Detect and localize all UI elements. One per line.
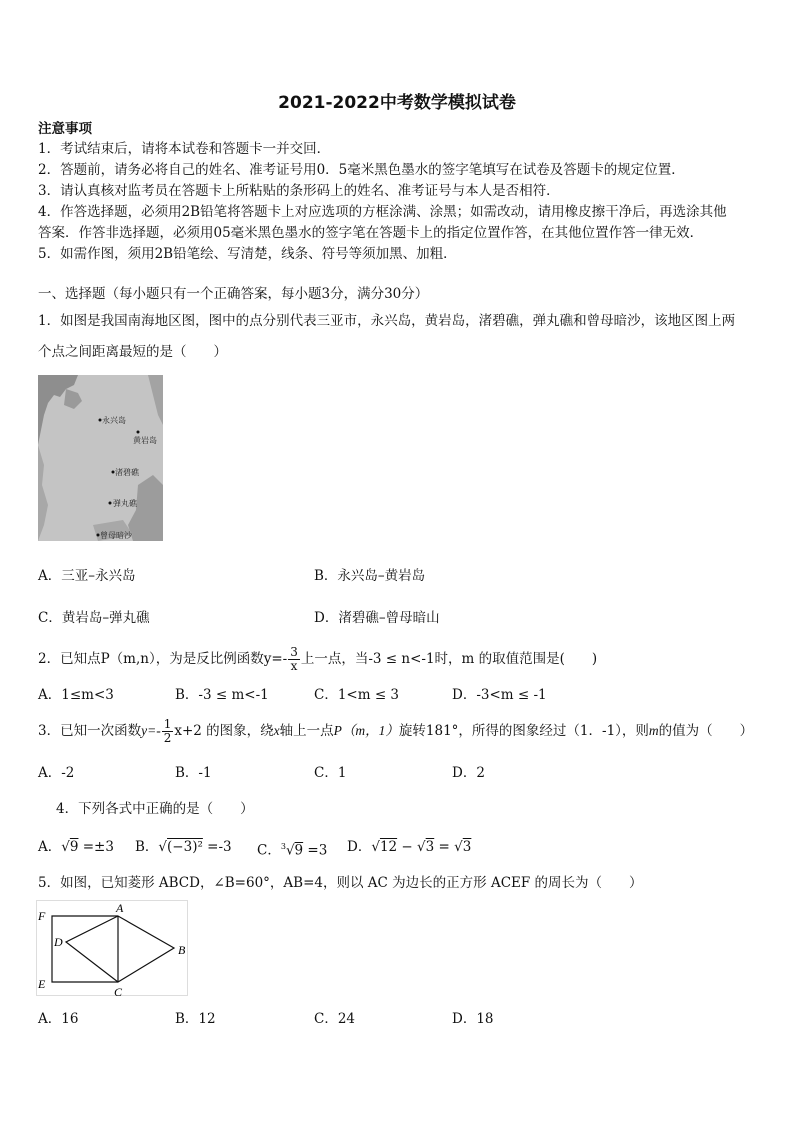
q3-post4: 的值为（ ） [658, 723, 754, 739]
q3-option-a: A．-2 [38, 765, 75, 781]
q4-d-equals: = [434, 839, 455, 855]
q3-post3: 旋转181°，所得的图象经过（1．-1），则 [398, 723, 649, 739]
q3-point: P（m，1） [333, 723, 399, 738]
q2-pre: 2．已知点 [38, 651, 101, 667]
q4-b-radicand: (−3)² [167, 839, 203, 855]
q2-option-a: A．1≤m<3 [38, 687, 114, 703]
q5-option-d: D．18 [452, 1011, 494, 1027]
sqrt-symbol: √ [158, 839, 168, 855]
q3-func: y=- [141, 723, 161, 738]
rhombus-square-figure [36, 900, 191, 998]
q1-option-b: B．永兴岛–黄岩岛 [314, 568, 426, 584]
map-label: 永兴岛 [102, 416, 126, 425]
notice-item: 5．如需作图，须用2B铅笔绘、写清楚，线条、符号等须加黑、加粗． [38, 246, 457, 262]
q2-fraction [288, 646, 300, 673]
sqrt-symbol: √ [371, 839, 380, 855]
q4-d-label: D． [347, 839, 372, 855]
q1-option-c: C．黄岩岛–弹丸礁 [38, 610, 150, 626]
q3-option-d: D．2 [452, 765, 485, 781]
q2-option-c: C．1<m ≤ 3 [314, 687, 400, 703]
question-1-text: 1．如图是我国南海地区图，图中的点分别代表三亚市，永兴岛，黄岩岛，渚碧礁，弹丸礁和曾母暗沙，该地区图上两 [38, 313, 736, 329]
q3-denominator: 2 [163, 731, 172, 745]
q4-option-a [38, 838, 114, 856]
notice-item: 答案．作答非选择题，必须用05毫米黑色墨水的签字笔在答题卡上的指定位置作答，在其他位置作答一律无效． [38, 225, 704, 241]
q4-b-label: B． [135, 839, 159, 855]
question-1-text-cont: 个点之间距离最短的是（ ） [38, 344, 227, 360]
q4-c-radicand: 9 [294, 842, 304, 859]
q3-m: m [648, 723, 659, 738]
q4-c-label: C． [257, 842, 281, 859]
q2-numerator: 3 [290, 645, 298, 659]
map-label: 曾母暗沙 [100, 531, 132, 540]
q3-post1: x+2 的图象，绕 [174, 723, 274, 739]
notice-item: 2．答题前，请务必将自己的姓名、准考证号用0．5毫米黑色墨水的签字笔填写在试卷及答题卡的规定位置． [38, 162, 685, 178]
q3-axis: x [273, 723, 280, 738]
q2-option-b: B．-3 ≤ m<-1 [175, 687, 269, 703]
q3-numerator: 1 [163, 717, 172, 731]
q4-c-result: =3 [303, 842, 328, 859]
q2-post: 上一点，当-3 ≤ n<-1时，m 的取值范围是( ) [300, 651, 598, 667]
q2-point: P（m,n） [100, 651, 156, 667]
q2-denominator: x [290, 659, 298, 673]
q3-pre: 3．已知一次函数 [38, 723, 142, 739]
q4-a-label: A． [38, 839, 62, 855]
question-3-text [38, 714, 753, 748]
label-a: A [116, 901, 124, 915]
q2-mid: ，为是反比例函数 [155, 651, 264, 667]
section-heading: 一、选择题（每小题只有一个正确答案，每小题3分，满分30分） [38, 286, 429, 302]
question-2-text [38, 642, 597, 676]
q3-post2: 轴上一点 [279, 723, 334, 739]
q4-option-c [257, 838, 327, 860]
q4-a-radicand: 9 [69, 839, 79, 855]
q5-option-b: B．12 [175, 1011, 216, 1027]
notice-item: 4．作答选择题，必须用2B铅笔将答题卡上对应选项的方框涂满、涂黑；如需改动，请用橡皮擦干净后，再选涂其他 [38, 204, 727, 220]
sqrt-symbol: √ [417, 839, 426, 855]
q2-func: y=- [263, 651, 288, 667]
q3-fraction [162, 718, 174, 745]
q4-d-radicand: 12 [379, 839, 398, 855]
notice-heading: 注意事项 [38, 121, 92, 137]
map-label: 渚碧礁 [115, 468, 139, 477]
south-china-sea-map [38, 375, 163, 541]
label-b: B [178, 943, 186, 957]
notice-item: 1．考试结束后，请将本试卷和答题卡一并交回． [38, 141, 331, 157]
q2-option-d: D．-3<m ≤ -1 [452, 687, 547, 703]
q4-option-b [135, 838, 232, 856]
q4-option-d [347, 838, 471, 856]
sqrt-symbol: √ [454, 839, 463, 855]
q3-option-c: C．1 [314, 765, 347, 781]
label-c: C [114, 985, 123, 998]
q4-d-radicand-2: 3 [425, 839, 435, 855]
map-label: 弹丸礁 [113, 499, 137, 508]
q1-option-a: A．三亚–永兴岛 [38, 568, 136, 584]
label-f: F [38, 909, 46, 923]
label-e: E [38, 977, 46, 991]
map-label: 黄岩岛 [133, 436, 157, 445]
notice-item: 3．请认真核对监考员在答题卡上所粘贴的条形码上的姓名、准考证号与本人是否相符． [38, 183, 560, 199]
question-4-text: 4．下列各式中正确的是（ ） [56, 801, 254, 817]
page-title: 2021-2022中考数学模拟试卷 [278, 93, 516, 113]
sqrt-symbol: √ [285, 842, 295, 859]
q4-c-index: 3 [280, 842, 286, 851]
q1-option-d: D．渚碧礁–曾母暗山 [314, 610, 440, 626]
q4-d-minus: − [397, 839, 418, 855]
q4-d-radicand-3: 3 [462, 839, 472, 855]
q5-option-a: A．16 [38, 1011, 79, 1027]
q4-a-result: =±3 [78, 839, 114, 855]
question-5-text: 5．如图，已知菱形 ABCD，∠B=60°，AB=4，则以 AC 为边长的正方形 ACEF 的周长为（ ） [38, 875, 643, 891]
sqrt-symbol: √ [61, 839, 70, 855]
q4-b-result: =-3 [202, 839, 232, 855]
label-d: D [54, 935, 63, 949]
map-graphic [38, 375, 163, 541]
q5-option-c: C．24 [314, 1011, 356, 1027]
q3-option-b: B．-1 [175, 765, 212, 781]
